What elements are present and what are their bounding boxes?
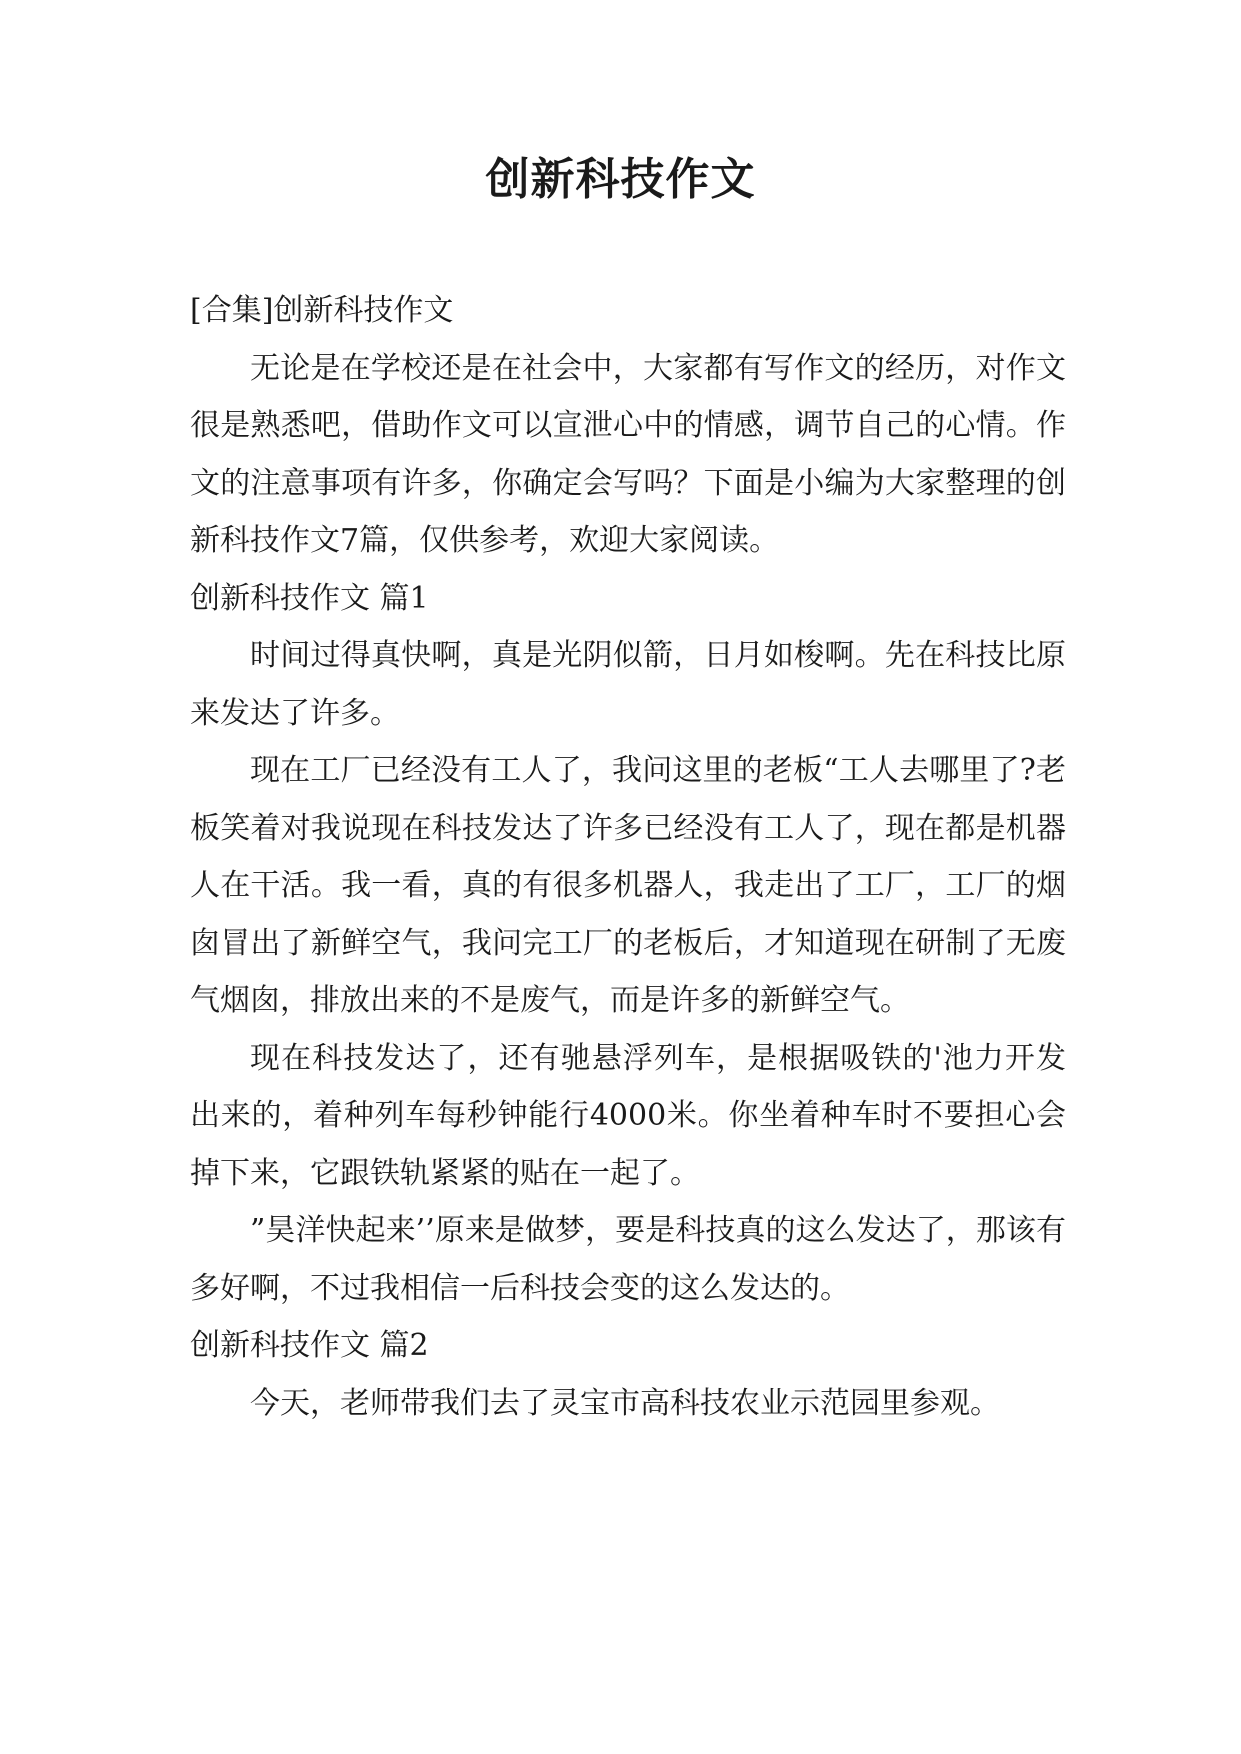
section-paragraph: 今天，老师带我们去了灵宝市高科技农业示范园里参观。 bbox=[250, 1385, 1000, 1421]
document-body bbox=[190, 282, 1066, 1432]
section-heading: 创新科技作文 篇2 bbox=[190, 1328, 429, 1363]
intro-paragraph: 无论是在学校还是在社会中，大家都有写作文的经历，对作文很是熟悉吧，借助作文可以宣泄心中的情感，调节自己的心情。作文的注意事项有许多，你确定会写吗？下面是小编为大家整理的创新科技作文7篇，仅供参考，欢迎大家阅读。 bbox=[190, 350, 1066, 558]
section-paragraph: 现在科技发达了，还有驰悬浮列车，是根据吸铁的'池力开发出来的，着种列车每秒钟能行4000米。你坐着种车时不要担心会掉下来，它跟铁轨紧紧的贴在一起了。 bbox=[190, 1040, 1066, 1191]
section-paragraph: 现在工厂已经没有工人了，我问这里的老板“工人去哪里了?老板笑着对我说现在科技发达了许多已经没有工人了，现在都是机器人在干活。我一看，真的有很多机器人，我走出了工厂，工厂的烟囱冒出了新鲜空气，我问完工厂的老板后，才知道现在研制了无废气烟囱，排放出来的不是废气，而是许多的新鲜空气。 bbox=[190, 753, 1066, 1018]
section-heading: 创新科技作文 篇1 bbox=[190, 580, 429, 616]
section-paragraph: 时间过得真快啊，真是光阴似箭，日月如梭啊。先在科技比原来发达了许多。 bbox=[190, 638, 1066, 731]
document-title: 创新科技作文 bbox=[485, 154, 756, 205]
document-subtitle: [合集]创新科技作文 bbox=[190, 293, 454, 328]
section-paragraph: ”昊洋快起来’’原来是做梦，要是科技真的这么发达了，那该有多好啊，不过我相信一后科技会变的这么发达的。 bbox=[190, 1213, 1066, 1306]
